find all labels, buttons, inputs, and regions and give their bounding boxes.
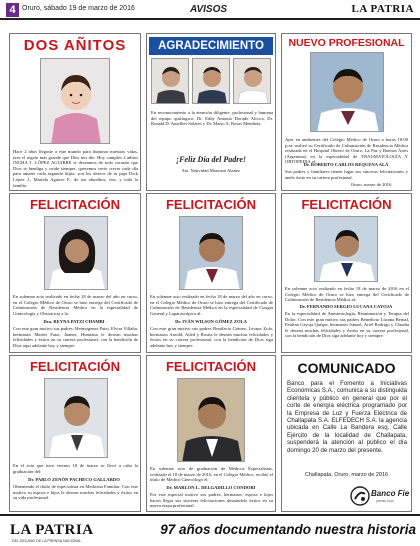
ad-text: En solemne acto realizado en fecha 18 de marzo de 2016 en el Colegio Médico de Oruro se hizo entrega del Certificado de Culminación de Residencia Médica al: [285,286,409,303]
footer-brand-sub: DEL DECANO DE LA PRENSA NACIONAL [12,539,82,543]
ad-title: FELICITACIÓN [165,197,257,212]
ad-name: Dr. FERNANDO SERGIO LUCANA CAYOJA [299,304,393,309]
ad-agradecimiento [146,33,276,191]
ad-nuevo-profesional [281,33,412,191]
ad-felicitacion-2 [146,193,276,353]
ad-comunicado [281,355,412,512]
ad-felicitacion-1 [9,193,141,353]
ad-title: DOS AÑITOS [23,37,127,54]
banco-fie-logo [350,484,410,508]
ad-closing: ¡Feliz Día del Padre! [176,155,246,164]
ad-name: Dr. PABLO ZENÓN PACHECO GALLARDO [28,477,120,482]
fie-logo-icon [350,486,370,506]
section-title: AVISOS [190,4,228,15]
ad-text: En solemne acto de graduación de Médicos Especialistas, realizado el 18 de marzo de 2016, en el Colegio Médico, recibió el título de Médico Ginecólogo el: [150,466,273,483]
ad-name: Dr. ROBERTO CARLOS REQUENA ALÁ [303,162,389,167]
ad-felicitacion-4 [9,355,141,512]
doctor-photo [44,378,108,458]
ad-title: AGRADECIMIENTO [149,37,273,55]
ad-title: FELICITACIÓN [301,197,392,212]
doctor-photo [177,378,245,462]
page-footer [0,514,420,546]
ad-name: Dr. IVÁN WILSON GÓMEZ ZOLA [175,319,247,324]
ad-place: Challapata, Oruro, marzo de 2016 [304,472,389,478]
ad-text: En reconocimiento a la atención diligente, profesional y humana del equipo quirúrgico: Dr. Eddy Antonio Dorado Alcoca, Dr. Ronald D. Amellier Solares y Dr. Mario A. Rosas Mendieta. [151,110,273,127]
ad-felicitacion-3 [281,193,412,353]
ad-title: COMUNICADO [297,360,396,376]
footer-slogan: 97 años documentando nuestra historia [160,522,416,537]
footer-brand: LA PATRIA [10,522,94,538]
ad-title: FELICITACIÓN [29,197,121,212]
page-number: 4 [6,3,19,17]
doctor-photo-1 [151,58,189,104]
ad-text-2: Con este gran motivo sus padres Bonifacio Gómez, Leonor Zola, hermanos Arnold, Ailed y Rosita le desean muchas felicidades y éxitos en su carrera profesional, con la bendición de Dios siga adelante hoy y siempre. [150,326,273,348]
newspaper-brand: LA PATRIA [351,3,414,15]
ad-text-2: Por este especial motivo sus padres, hermanos, esposa e hijos hacen llegar sus sinceras felicitaciones deseándole éxitos en su nueva etapa profesional. [150,492,273,509]
ad-place: Oruro, marzo de 2016 [350,182,392,187]
ad-text: En el acto que tuvo viernes 18 de marzo se llevó a cabo la graduación del: [13,463,138,474]
ad-text: Banco para el Fomento a Iniciativas Económicas S.A., comunica a su distinguida clientela y público en general que por el corte de energía eléctrica programado por la Empresa de Luz y Fuerza Eléctrica de Challapata S.A. ELFEDECH S.A. la agencia ubicada en Calle La Bandera esq. Calle Ejército de la localidad de Challapata, suspenderá la atención al público el día domingo 20 de marzo del presente. [287,380,407,454]
ad-title: FELICITACIÓN [29,359,121,374]
doctor-photo [44,216,108,290]
logo-text: Banco Fie [371,489,410,498]
doctor-photo [314,216,378,282]
page-date: Oruro, sábado 19 de marzo de 2016 [22,5,135,12]
ad-text: Hace 2 años llegaste a este mundo para iluminar nuestras vidas, eres el regalo más grande que Dios nos dio. Hoy cumples 2 añitos INGHA T. LÓPEZ AGUIRRE te deseamos de todo corazón que Dios te bendiga y cuide siempre, queremos verte crecer cada día para amarte cada segundo hijita, son los deseos de tu papi Dick López J., Mariela Aguirre F., de tus abuelitos, tíos, y toda la familia. [13,149,138,188]
ad-felicitacion-5 [146,355,276,512]
ad-signature: Sra. Natividad Moncani Alanez [182,168,240,173]
doctor-photo-3 [233,58,271,104]
ad-text-2: Con este gran motivo sus padres: Hermogenes Patzi, Elvira Villalta, hermanos Martín Patzi, Juanes, Humiana le desean muchas felicidades y éxitos en su carrera profesional, con la bendición de Dios aqui adelante hoy y siempre. [13,326,138,348]
ad-text-2: Sus padres y familiares tienen lugar sus sinceras felicitaciones y anelo éxito en su carrera profesional. [285,169,408,180]
ad-text: En solemne acto realizado en fecha 18 de marzo del año en curso, en el Colegio Médico de Oruro se hizo entrega del Certificado de Culminación de Residencia Médica en la especialidad de Cirugía General y Laparoscópica al: [150,294,273,316]
doctor-photo-2 [192,58,230,104]
ad-dos-anitos [9,33,141,191]
doctor-photo [179,216,243,290]
page-header [0,0,420,20]
ad-text-2: En la especialidad de Anestesiología, Reanimación y Terapia del Dolor. Con este gran motivo sus padres Benedicto Lucana Bernal, Paulina Cayoja Quispe, hermanos Ismael, Ariel Rodrigo y Claudia le desean muchas felicidades y éxitos en su carrera profesional, con la bendición de Dios siga adelante hoy y siempre. [285,311,409,339]
ad-title: NUEVO PROFESIONAL [288,37,405,49]
baby-photo [40,58,110,144]
ad-name: Dra. REYNA PATZI CHAMBI [43,319,105,324]
ad-text: En solemne acto realizado en fecha 18 de marzo del año en curso, en el Colegio Médico de Oruro se hizo entrega del Certificado de Culminación de Residencia Médica en la especialidad de Ginecología y Obstetricia a la: [13,294,138,316]
doctor-photo [310,52,384,132]
ad-text-2: Obteniendo el título de especialista en Medicina Familiar. Con este motivo su esposa e hijos le desean muchas felicidades y éxitos en su vida profesional. [13,484,138,501]
ad-title: FELICITACIÓN [165,359,257,374]
logo-subtext: pienso tuyo [376,499,394,503]
ad-name: Dr. MARLON L. DELGADILLO CONDORI [166,485,256,490]
ad-text: Ayer en ambientes del Colegio Médico de Oruro a horas 18:00 p.m. realizó su Certificado de Culminación de Residencia Médica realizada en el Hospital Obrero de Oruro, La Paz y Buenos Aires (Argentina) en la especialidad de TRAUMATOLOGÍA Y ORTOPEDIA el: [285,137,408,165]
